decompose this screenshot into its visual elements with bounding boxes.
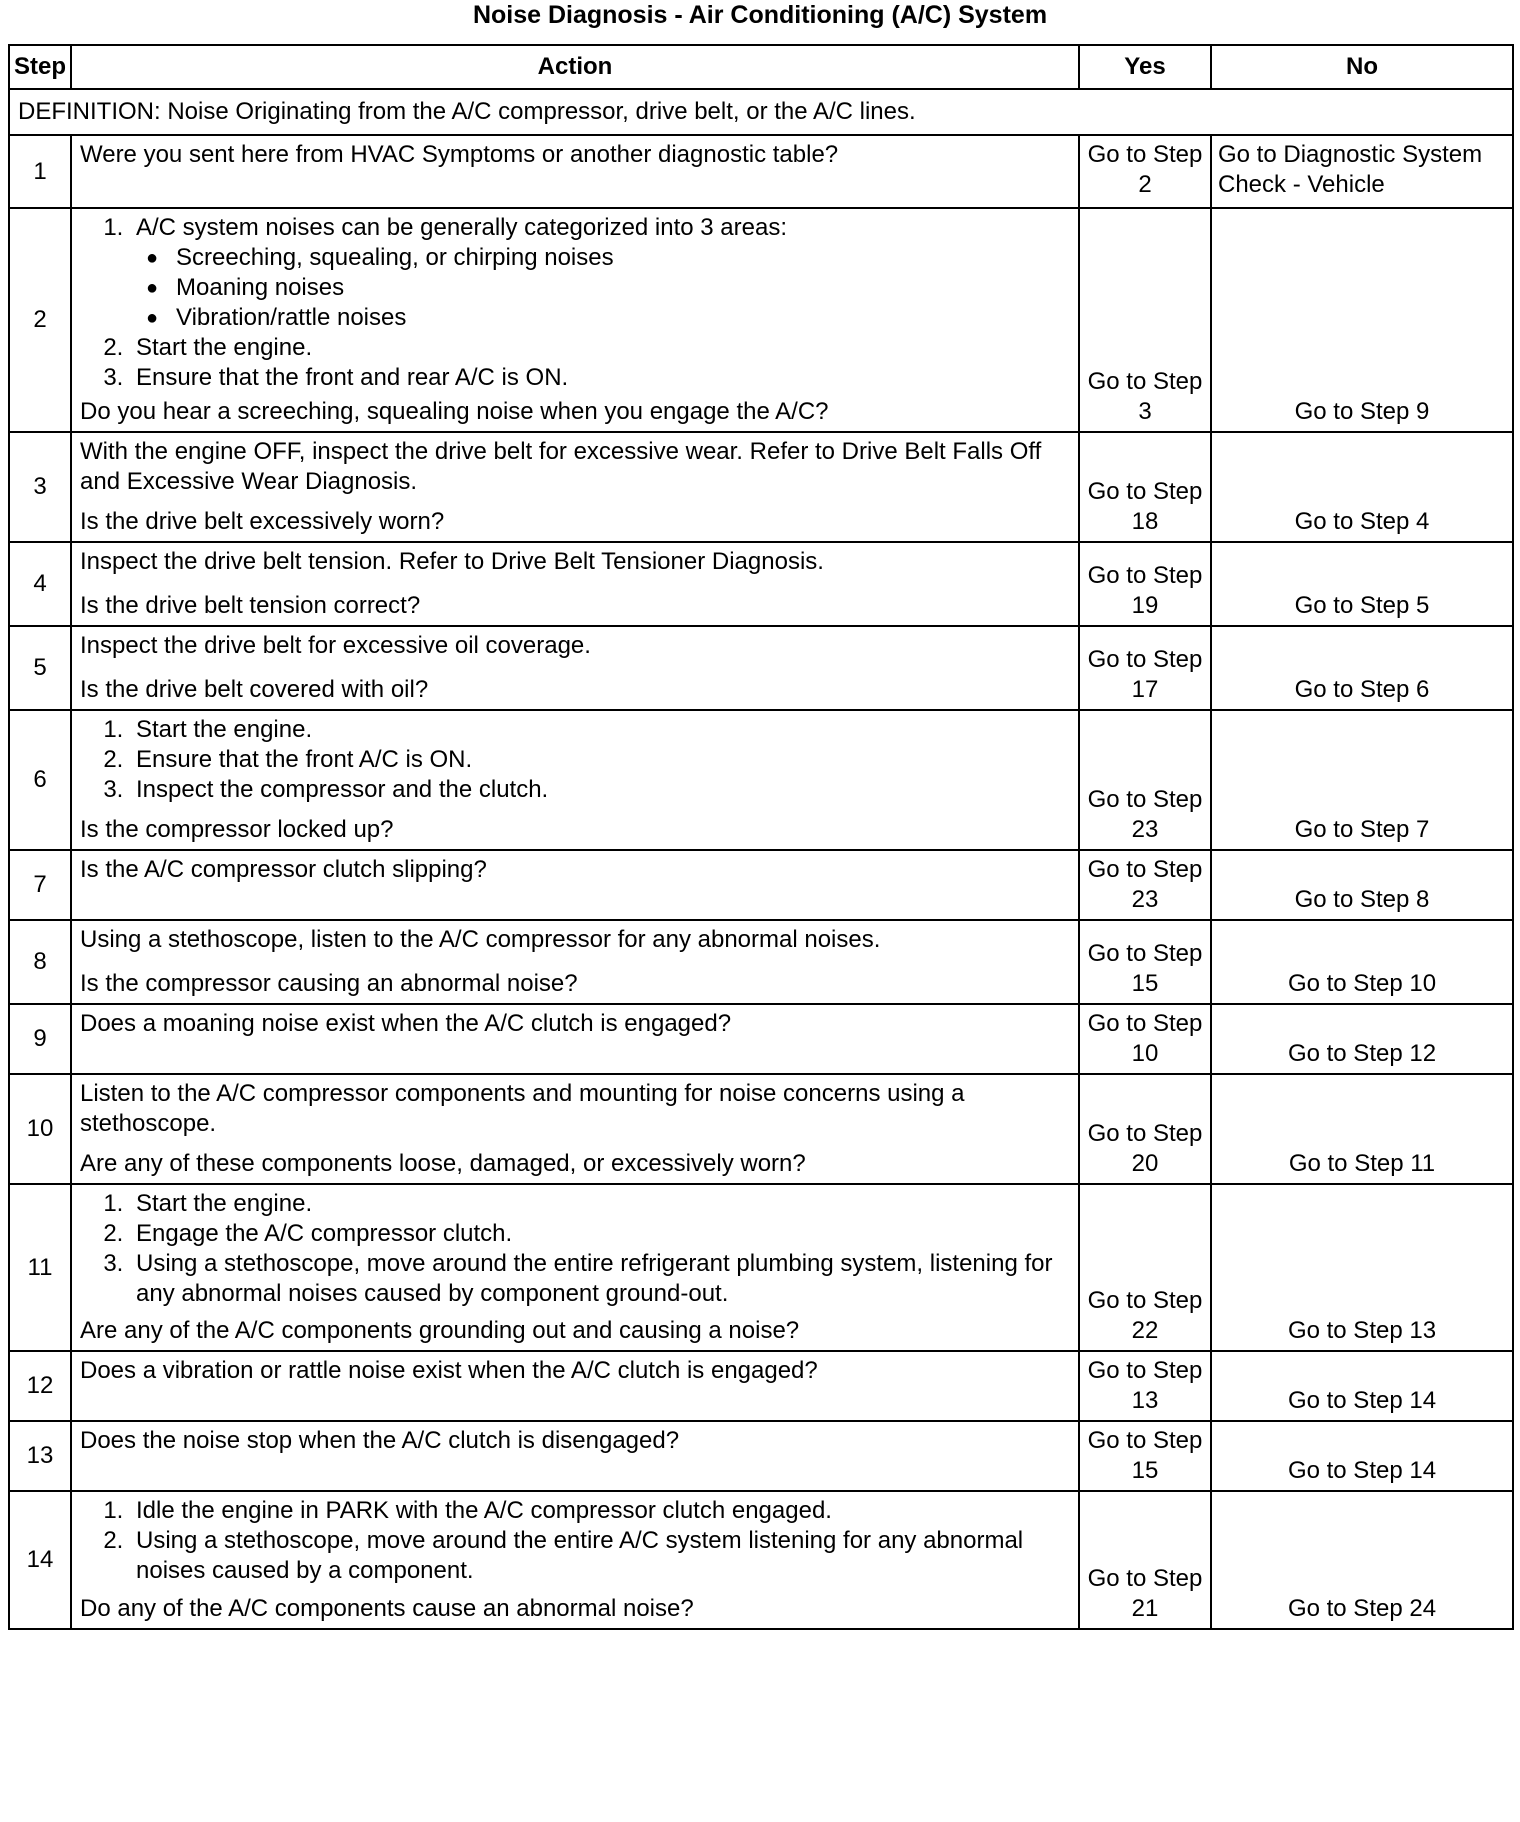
action-question: Are any of the A/C components grounding out and causing a noise?	[80, 1317, 800, 1344]
action-step-item	[130, 213, 1070, 333]
table-row	[9, 1421, 1513, 1491]
no-outcome: Go to Step 14	[1211, 1351, 1513, 1421]
table-row	[9, 626, 1513, 710]
table-row	[9, 542, 1513, 626]
step-number: 13	[9, 1421, 71, 1491]
action-steps	[80, 213, 1070, 393]
step-number: 2	[9, 208, 71, 432]
no-outcome: Go to Step 24	[1211, 1491, 1513, 1629]
step-number: 9	[9, 1004, 71, 1074]
action-cell	[71, 850, 1079, 920]
step-number: 6	[9, 710, 71, 850]
action-question: Is the A/C compressor clutch slipping?	[80, 856, 487, 883]
action-cell	[71, 1351, 1079, 1421]
yes-outcome: Go to Step 15	[1079, 920, 1211, 1004]
action-steps	[80, 715, 1070, 805]
yes-outcome: Go to Step 19	[1079, 542, 1211, 626]
yes-outcome: Go to Step 3	[1079, 208, 1211, 432]
action-question: Were you sent here from HVAC Symptoms or another diagnostic table?	[80, 141, 839, 168]
no-outcome: Go to Step 10	[1211, 920, 1513, 1004]
action-question: Is the drive belt tension correct?	[80, 592, 421, 619]
action-cell	[71, 542, 1079, 626]
yes-outcome: Go to Step 23	[1079, 850, 1211, 920]
action-step-text: Engage the A/C compressor clutch.	[136, 1220, 513, 1247]
table-row	[9, 1491, 1513, 1629]
action-cell	[71, 1184, 1079, 1351]
action-cell	[71, 1421, 1079, 1491]
yes-outcome: Go to Step 18	[1079, 432, 1211, 542]
table-row	[9, 1074, 1513, 1184]
yes-outcome: Go to Step 23	[1079, 710, 1211, 850]
step-number: 14	[9, 1491, 71, 1629]
action-step-item	[130, 715, 1070, 745]
table-row	[9, 432, 1513, 542]
action-question: Do any of the A/C components cause an abnormal noise?	[80, 1595, 694, 1622]
step-number: 3	[9, 432, 71, 542]
action-step-text: Using a stethoscope, move around the entire A/C system listening for any abnormal noises caused by a component.	[136, 1527, 1024, 1584]
no-outcome: Go to Step 12	[1211, 1004, 1513, 1074]
no-outcome: Go to Step 5	[1211, 542, 1513, 626]
action-cell	[71, 432, 1079, 542]
noise-category-item: ● Vibration/rattle noises	[176, 303, 1070, 333]
no-outcome: Go to Step 11	[1211, 1074, 1513, 1184]
noise-category-list	[136, 243, 1070, 333]
action-question: Is the compressor causing an abnormal noise?	[80, 970, 578, 997]
table-row	[9, 1004, 1513, 1074]
table-row	[9, 1351, 1513, 1421]
action-question: Is the compressor locked up?	[80, 816, 394, 843]
no-outcome: Go to Step 8	[1211, 850, 1513, 920]
header-no: No	[1211, 45, 1513, 89]
step-number: 1	[9, 135, 71, 208]
header-yes: Yes	[1079, 45, 1211, 89]
step-number: 12	[9, 1351, 71, 1421]
no-outcome: Go to Step 7	[1211, 710, 1513, 850]
yes-outcome: Go to Step 21	[1079, 1491, 1211, 1629]
no-outcome: Go to Step 4	[1211, 432, 1513, 542]
action-cell	[71, 1004, 1079, 1074]
step-number: 11	[9, 1184, 71, 1351]
action-question: Does a vibration or rattle noise exist when the A/C clutch is engaged?	[80, 1357, 818, 1384]
step-number: 10	[9, 1074, 71, 1184]
action-steps	[80, 1189, 1070, 1309]
step-number: 4	[9, 542, 71, 626]
action-step-text: Start the engine.	[136, 334, 313, 361]
yes-outcome: Go to Step 22	[1079, 1184, 1211, 1351]
header-step: Step	[9, 45, 71, 89]
yes-outcome: Go to Step 20	[1079, 1074, 1211, 1184]
action-cell	[71, 135, 1079, 208]
table-row	[9, 920, 1513, 1004]
action-step-item	[130, 775, 1070, 805]
action-step-item	[130, 363, 1070, 393]
header-action: Action	[71, 45, 1079, 89]
definition-text: DEFINITION: Noise Originating from the A/C compressor, drive belt, or the A/C lines.	[9, 89, 1513, 135]
action-question: Is the drive belt excessively worn?	[80, 508, 445, 535]
action-cell	[71, 710, 1079, 850]
action-cell	[71, 920, 1079, 1004]
action-cell	[71, 626, 1079, 710]
noise-category-item: ● Screeching, squealing, or chirping noises	[176, 243, 1070, 273]
action-step-item	[130, 1219, 1070, 1249]
action-step-item	[130, 1189, 1070, 1219]
action-question: Are any of these components loose, damaged, or excessively worn?	[80, 1150, 806, 1177]
action-question: Does the noise stop when the A/C clutch is disengaged?	[80, 1427, 680, 1454]
action-question: Do you hear a screeching, squealing noise when you engage the A/C?	[80, 398, 829, 425]
step-number: 7	[9, 850, 71, 920]
action-step-text: Ensure that the front A/C is ON.	[136, 746, 473, 773]
action-step-item	[130, 333, 1070, 363]
table-row	[9, 850, 1513, 920]
table-row	[9, 1184, 1513, 1351]
action-step-item	[130, 1249, 1070, 1309]
action-question: Is the drive belt covered with oil?	[80, 676, 429, 703]
yes-outcome: Go to Step 15	[1079, 1421, 1211, 1491]
action-cell	[71, 208, 1079, 432]
yes-outcome: Go to Step 10	[1079, 1004, 1211, 1074]
action-step-item	[130, 1496, 1070, 1526]
action-intro: Inspect the drive belt for excessive oil coverage.	[80, 632, 591, 659]
action-cell	[71, 1491, 1079, 1629]
action-step-text: Using a stethoscope, move around the entire refrigerant plumbing system, listening for any abnormal noises caused by component ground-out.	[136, 1250, 1053, 1307]
yes-outcome: Go to Step 13	[1079, 1351, 1211, 1421]
no-outcome: Go to Step 13	[1211, 1184, 1513, 1351]
yes-outcome: Go to Step 17	[1079, 626, 1211, 710]
action-step-item	[130, 745, 1070, 775]
header-row	[9, 45, 1513, 89]
action-step-text: Inspect the compressor and the clutch.	[136, 776, 549, 803]
table-row	[9, 710, 1513, 850]
action-intro: With the engine OFF, inspect the drive belt for excessive wear. Refer to Drive Belt Falls Off and Excessive Wear Diagnosis.	[80, 438, 1042, 495]
action-step-item	[130, 1526, 1070, 1586]
definition-row	[9, 89, 1513, 135]
action-step-text: A/C system noises can be generally categorized into 3 areas:	[136, 214, 788, 241]
action-question: Does a moaning noise exist when the A/C clutch is engaged?	[80, 1010, 732, 1037]
action-step-text: Idle the engine in PARK with the A/C compressor clutch engaged.	[136, 1497, 832, 1524]
table-row	[9, 208, 1513, 432]
document-title: Noise Diagnosis - Air Conditioning (A/C) System	[472, 1, 1048, 29]
no-outcome: Go to Step 6	[1211, 626, 1513, 710]
yes-outcome: Go to Step 2	[1079, 135, 1211, 208]
action-steps	[80, 1496, 1070, 1586]
no-outcome: Go to Step 9	[1211, 208, 1513, 432]
no-outcome: Go to Step 14	[1211, 1421, 1513, 1491]
step-number: 5	[9, 626, 71, 710]
action-intro: Inspect the drive belt tension. Refer to Drive Belt Tensioner Diagnosis.	[80, 548, 824, 575]
action-cell	[71, 1074, 1079, 1184]
action-step-text: Ensure that the front and rear A/C is ON.	[136, 364, 569, 391]
action-step-text: Start the engine.	[136, 716, 313, 743]
step-number: 8	[9, 920, 71, 1004]
action-step-text: Start the engine.	[136, 1190, 313, 1217]
diagnosis-table	[8, 44, 1514, 1630]
noise-category-item: ● Moaning noises	[176, 273, 1070, 303]
action-intro: Listen to the A/C compressor components and mounting for noise concerns using a stethoscope.	[80, 1080, 965, 1137]
no-outcome: Go to Diagnostic System Check - Vehicle	[1211, 135, 1513, 208]
table-row	[9, 135, 1513, 208]
action-intro: Using a stethoscope, listen to the A/C compressor for any abnormal noises.	[80, 926, 881, 953]
